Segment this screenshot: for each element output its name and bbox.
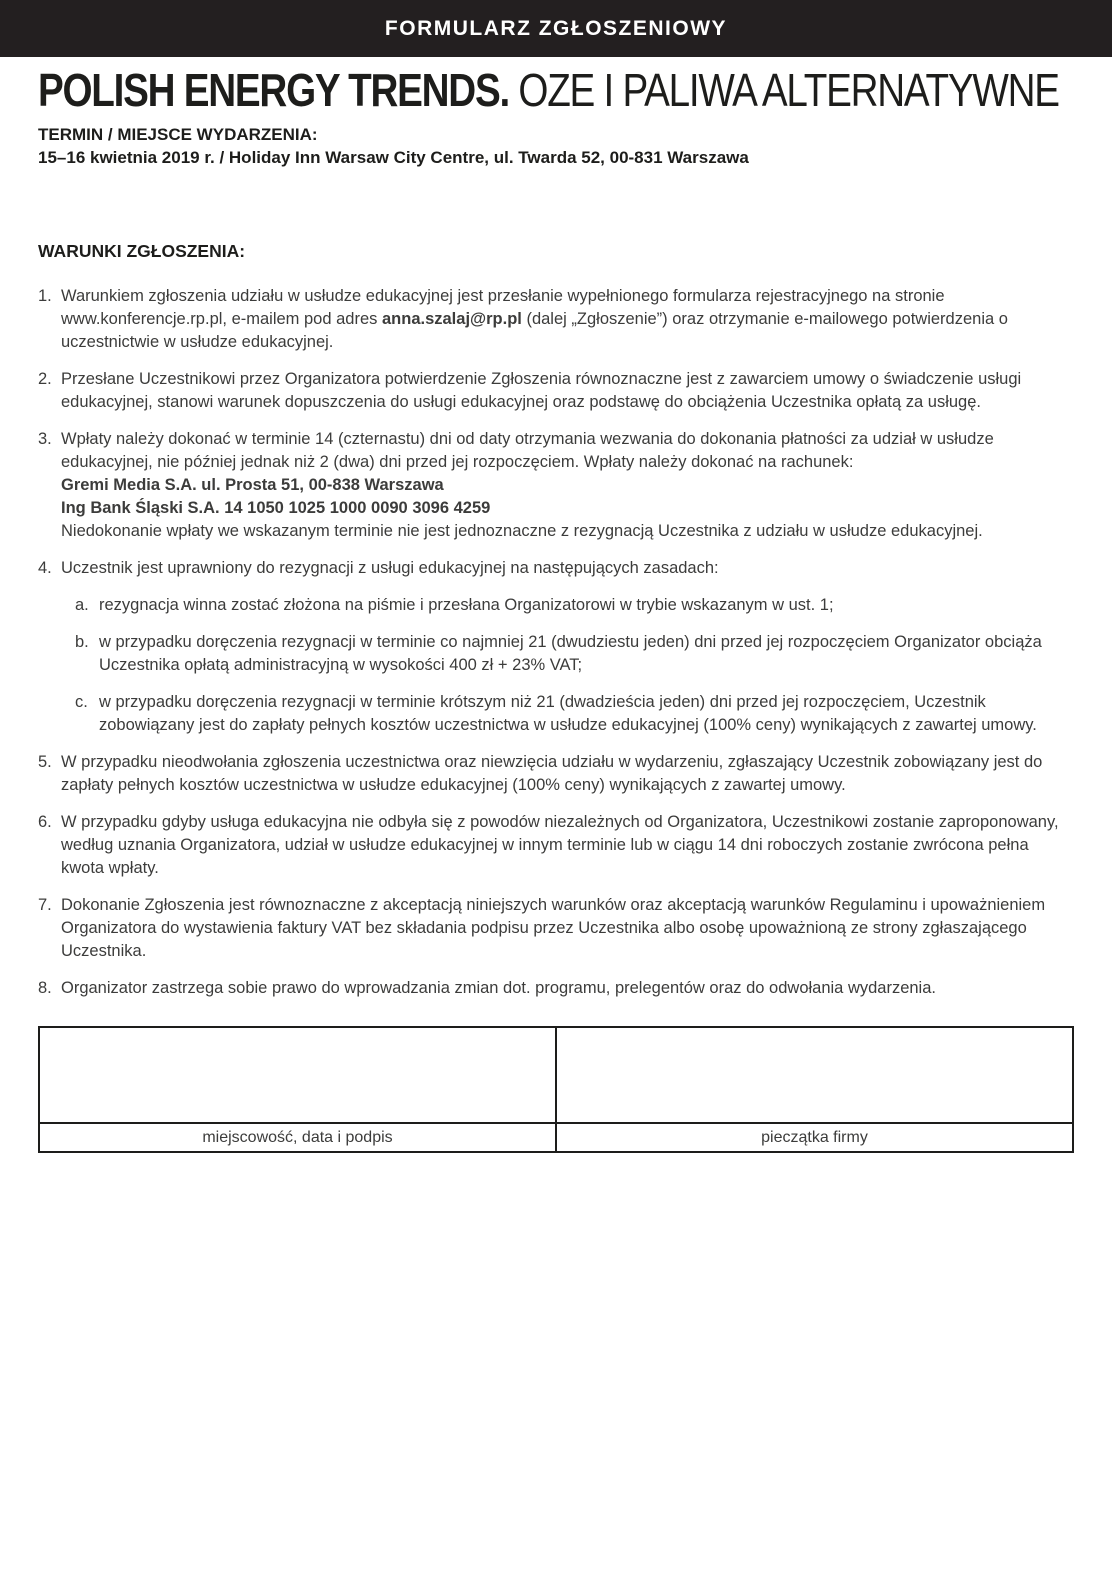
event-title-subtitle: OZE I PALIWA ALTERNATYWNE [508,64,1059,116]
terms-item-2 [38,368,1074,414]
term-text: Dokonanie Zgłoszenia jest równoznaczne z akceptacją niniejszych warunków oraz akceptacją warunków Regulaminu i upoważnieniem Organizatora do wystawienia faktury VAT bez składania podpisu przez Uczestnika albo osobę upoważnioną ze strony zgłaszającego Uczestnika. [61,896,1046,960]
signature-input-row [39,1027,1073,1123]
terms-item-7 [38,894,1074,963]
term-number: 6. [38,813,52,831]
signature-label-row [39,1123,1073,1152]
term-text: Przesłane Uczestnikowi przez Organizatora potwierdzenie Zgłoszenia równoznaczne jest z zawarciem umowy o świadczenie usługi edukacyjnej, stanowi warunek dopuszczenia do usługi edukacyjnej oraz podstawę do obciążenia Uczestnika opłatą za usługę. [61,370,1022,411]
term-text: Warunkiem zgłoszenia udziału w usłudze edukacyjnej jest przesłanie wypełnionego formularza rejestracyjnego na stronie www.konferencje.rp.pl, e-mailem pod adres anna.szalaj@rp.pl (dalej „Zgłoszenie”) oraz otrzymanie e-mailowego potwierdzenia o uczestnictwie w usłudze edukacyjnej. [61,287,1008,351]
terms-item-4 [38,557,1074,580]
term-number: 5. [38,753,52,771]
subitem-letter: a. [75,596,89,614]
term-text: Organizator zastrzega sobie prawo do wprowadzania zmian dot. programu, prelegentów oraz do odwołania wydarzenia. [61,979,936,997]
terms-subitem-4c [75,691,1074,737]
term-text: W przypadku nieodwołania zgłoszenia uczestnictwa oraz niewzięcia udziału w wydarzeniu, zgłaszający Uczestnik zobowiązany jest do zapłaty pełnych kosztów uczestnictwa w usłudze edukacyjnej (100% ceny) wynikających z zawartej umowy. [61,753,1043,794]
signature-label: miejscowość, data i podpis [39,1123,556,1152]
terms-subitem-4b [75,631,1074,677]
term-number: 1. [38,287,52,305]
event-date-place-details: 15–16 kwietnia 2019 r. / Holiday Inn Warsaw City Centre, ul. Twarda 52, 00-831 Warszawa [38,148,749,167]
company-stamp-field [556,1027,1073,1123]
terms-subitem-4a [75,594,1074,617]
terms-item-3 [38,428,1074,543]
event-title [38,65,1059,115]
form-body [0,65,1112,1153]
subitem-text: w przypadku doręczenia rezygnacji w terminie krótszym niż 21 (dwadzieścia jeden) dni przed jej rozpoczęciem, Uczestnik zobowiązany jest do zapłaty pełnych kosztów uczestnictwa w usłudze edukacyjnej (100% ceny) wynikających z zawartej umowy. [99,693,1037,734]
terms-item-5 [38,751,1074,797]
signature-table [38,1026,1074,1153]
term-number: 2. [38,370,52,388]
subitem-letter: b. [75,633,89,651]
term-number: 3. [38,430,52,448]
event-date-place-label: TERMIN / MIEJSCE WYDARZENIA: [38,125,318,144]
event-info [38,123,1074,169]
terms-item-1 [38,285,1074,354]
form-header-banner [0,0,1112,57]
terms-item-6 [38,811,1074,880]
terms-list [38,285,1074,1000]
subitem-letter: c. [75,693,88,711]
title-row [38,65,1074,115]
term-text: Uczestnik jest uprawniony do rezygnacji z usługi edukacyjnej na następujących zasadach: [61,559,719,577]
term-text: W przypadku gdyby usługa edukacyjna nie odbyła się z powodów niezależnych od Organizatora, Uczestnikowi zostanie zaproponowany, według uznania Organizatora, udział w usłudze edukacyjnej w innym terminie lub w ciągu 14 dni roboczych zostanie zwrócona pełna kwota wpłaty. [61,813,1059,877]
event-title-main: POLISH ENERGY TRENDS. [38,64,509,116]
term-number: 8. [38,979,52,997]
subitem-text: rezygnacja winna zostać złożona na piśmie i przesłana Organizatorowi w trybie wskazanym w ust. 1; [99,596,834,614]
signature-field [39,1027,556,1123]
subitem-text: w przypadku doręczenia rezygnacji w terminie co najmniej 21 (dwudziestu jeden) dni przed jej rozpoczęciem Organizator obciąża Uczestnika opłatą administracyjną w wysokości 400 zł + 23% VAT; [99,633,1042,674]
terms-heading: WARUNKI ZGŁOSZENIA: [38,241,246,261]
term-number: 7. [38,896,52,914]
term-text: Wpłaty należy dokonać w terminie 14 (czternastu) dni od daty otrzymania wezwania do dokonania płatności za udział w usłudze edukacyjnej, nie później jednak niż 2 (dwa) dni przed jej rozpoczęciem. Wpłaty należy dokonać na rachunek: Gremi Media S.A. ul. Prosta 51, 00-838 Warszawa Ing Bank Śląski S.A. 14 1050 1025 1000 0090 3096 4259 Niedokonanie wpłaty we wskazanym terminie nie jest jednoznaczne z rezygnacją Uczestnika z udziału w usłudze edukacyjnej. [61,430,994,540]
banner-title: FORMULARZ ZGŁOSZENIOWY [384,16,728,40]
company-stamp-label: pieczątka firmy [556,1123,1073,1152]
term-number: 4. [38,559,52,577]
terms-item-8 [38,977,1074,1000]
